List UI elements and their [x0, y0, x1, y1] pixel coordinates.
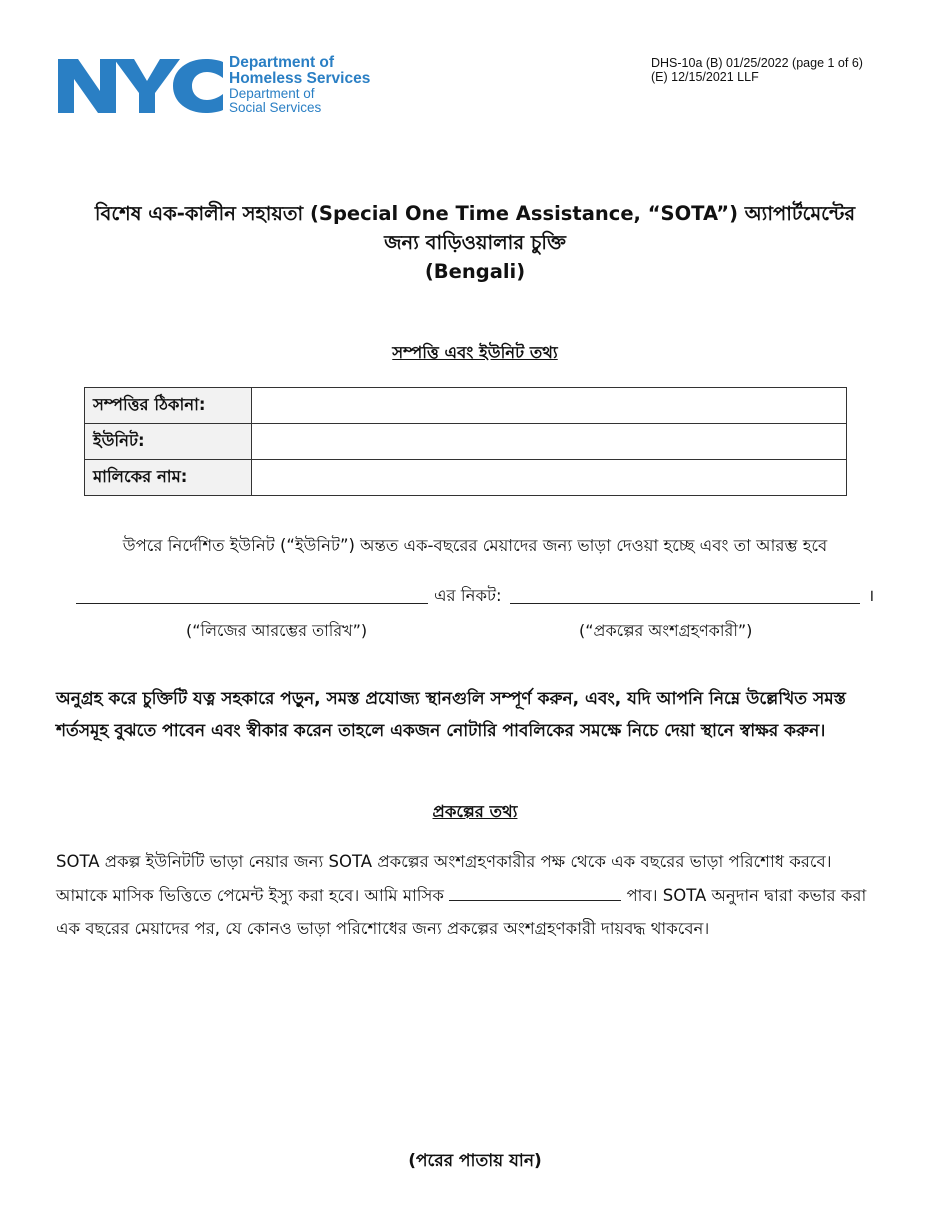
program-section-heading: প্রকল্পের তথ্য — [432, 802, 518, 821]
program-text-part-1: SOTA প্রকল্প ইউনিটটি ভাড়া নেয়ার জন্য SOTA প্রকল্পের অংশগ্রহণকারীর পক্ষ থেকে এক বছরের ভাড়া পরিশোধ করবে। আমাকে মাসিক ভিত্তিতে পেমেন্ট ইস্যু করা হবে। আমি মাসিক — [56, 852, 832, 905]
monthly-amount-blank[interactable] — [449, 884, 621, 901]
program-participant-caption: (“প্রকল্পের অংশগ্রহণকারী”) — [579, 621, 753, 640]
title-line-2: জন্য বাড়িওয়ালার চুক্তি — [384, 231, 566, 254]
title-line-1: বিশেষ এক-কালীন সহায়তা (Special One Time Assistance, “SOTA”) অ্যাপার্টমেন্টের — [94, 202, 856, 225]
table-row — [85, 424, 847, 460]
owner-name-field[interactable] — [252, 460, 847, 496]
logo-line-4: Social Services — [229, 100, 322, 115]
program-text-part-2: পাব। SOTA অনুদান দ্বারা কভার করা এক বছরের মেয়াদের পর, যে কোনও ভাড়া পরিশোধের জন্য প্রকল্পের অংশগ্রহণকারী দায়বদ্ধ থাকবেন। — [56, 885, 867, 938]
instructions-paragraph: অনুগ্রহ করে চুক্তিটি যত্ন সহকারে পড়ুন, সমস্ত প্রযোজ্য স্থানগুলি সম্পূর্ণ করুন, এবং, যদি আপনি নিম্নে উল্লেখিত সমস্ত শর্তসমূহ বুঝতে পাবেন এবং স্বীকার করেন তাহলে একজন নোটারি পাবলিকের সমক্ষে নিচে দেয়া স্থানে স্বাক্ষর করুন। — [56, 689, 846, 741]
nyc-logo-icon — [56, 55, 224, 117]
property-info-table — [84, 387, 847, 496]
lease-period: । — [868, 586, 875, 605]
lease-blank-row — [76, 583, 876, 609]
table-row — [85, 460, 847, 496]
lease-sentence: উপরে নির্দেশিত ইউনিট (“ইউনিট”) অন্তত এক-বছরের মেয়াদের জন্য ভাড়া দেওয়া হচ্ছে এবং তা আরম্ভ হবে — [122, 536, 828, 555]
form-code-line-1: DHS-10a (B) 01/25/2022 (page 1 of 6) — [651, 56, 863, 70]
logo-line-3: Department of — [229, 86, 315, 101]
logo-line-1: Department of — [229, 54, 335, 71]
owner-name-label: মালিকের নাম: — [85, 460, 252, 496]
lease-connector: এর নিকট: — [434, 586, 502, 605]
form-code — [651, 56, 863, 84]
table-row — [85, 388, 847, 424]
property-address-label: সম্পত্তির ঠিকানা: — [85, 388, 252, 424]
program-participant-blank[interactable] — [510, 583, 860, 604]
property-address-field[interactable] — [252, 388, 847, 424]
document-title — [40, 199, 910, 286]
lease-start-date-blank[interactable] — [76, 583, 428, 604]
title-line-3: (Bengali) — [424, 260, 526, 283]
nyc-dhs-logo — [56, 55, 376, 117]
logo-line-2: Homeless Services — [229, 70, 371, 87]
agency-name — [229, 55, 370, 115]
unit-field[interactable] — [252, 424, 847, 460]
continue-next-page: (পরের পাতায় যান) — [408, 1151, 542, 1171]
form-code-line-2: (E) 12/15/2021 LLF — [651, 70, 759, 84]
unit-label: ইউনিট: — [85, 424, 252, 460]
lease-start-date-caption: (“লিজের আরম্ভের তারিখ”) — [186, 621, 368, 640]
property-section-heading: সম্পত্তি এবং ইউনিট তথ্য — [392, 343, 558, 362]
program-info-paragraph — [56, 845, 886, 946]
